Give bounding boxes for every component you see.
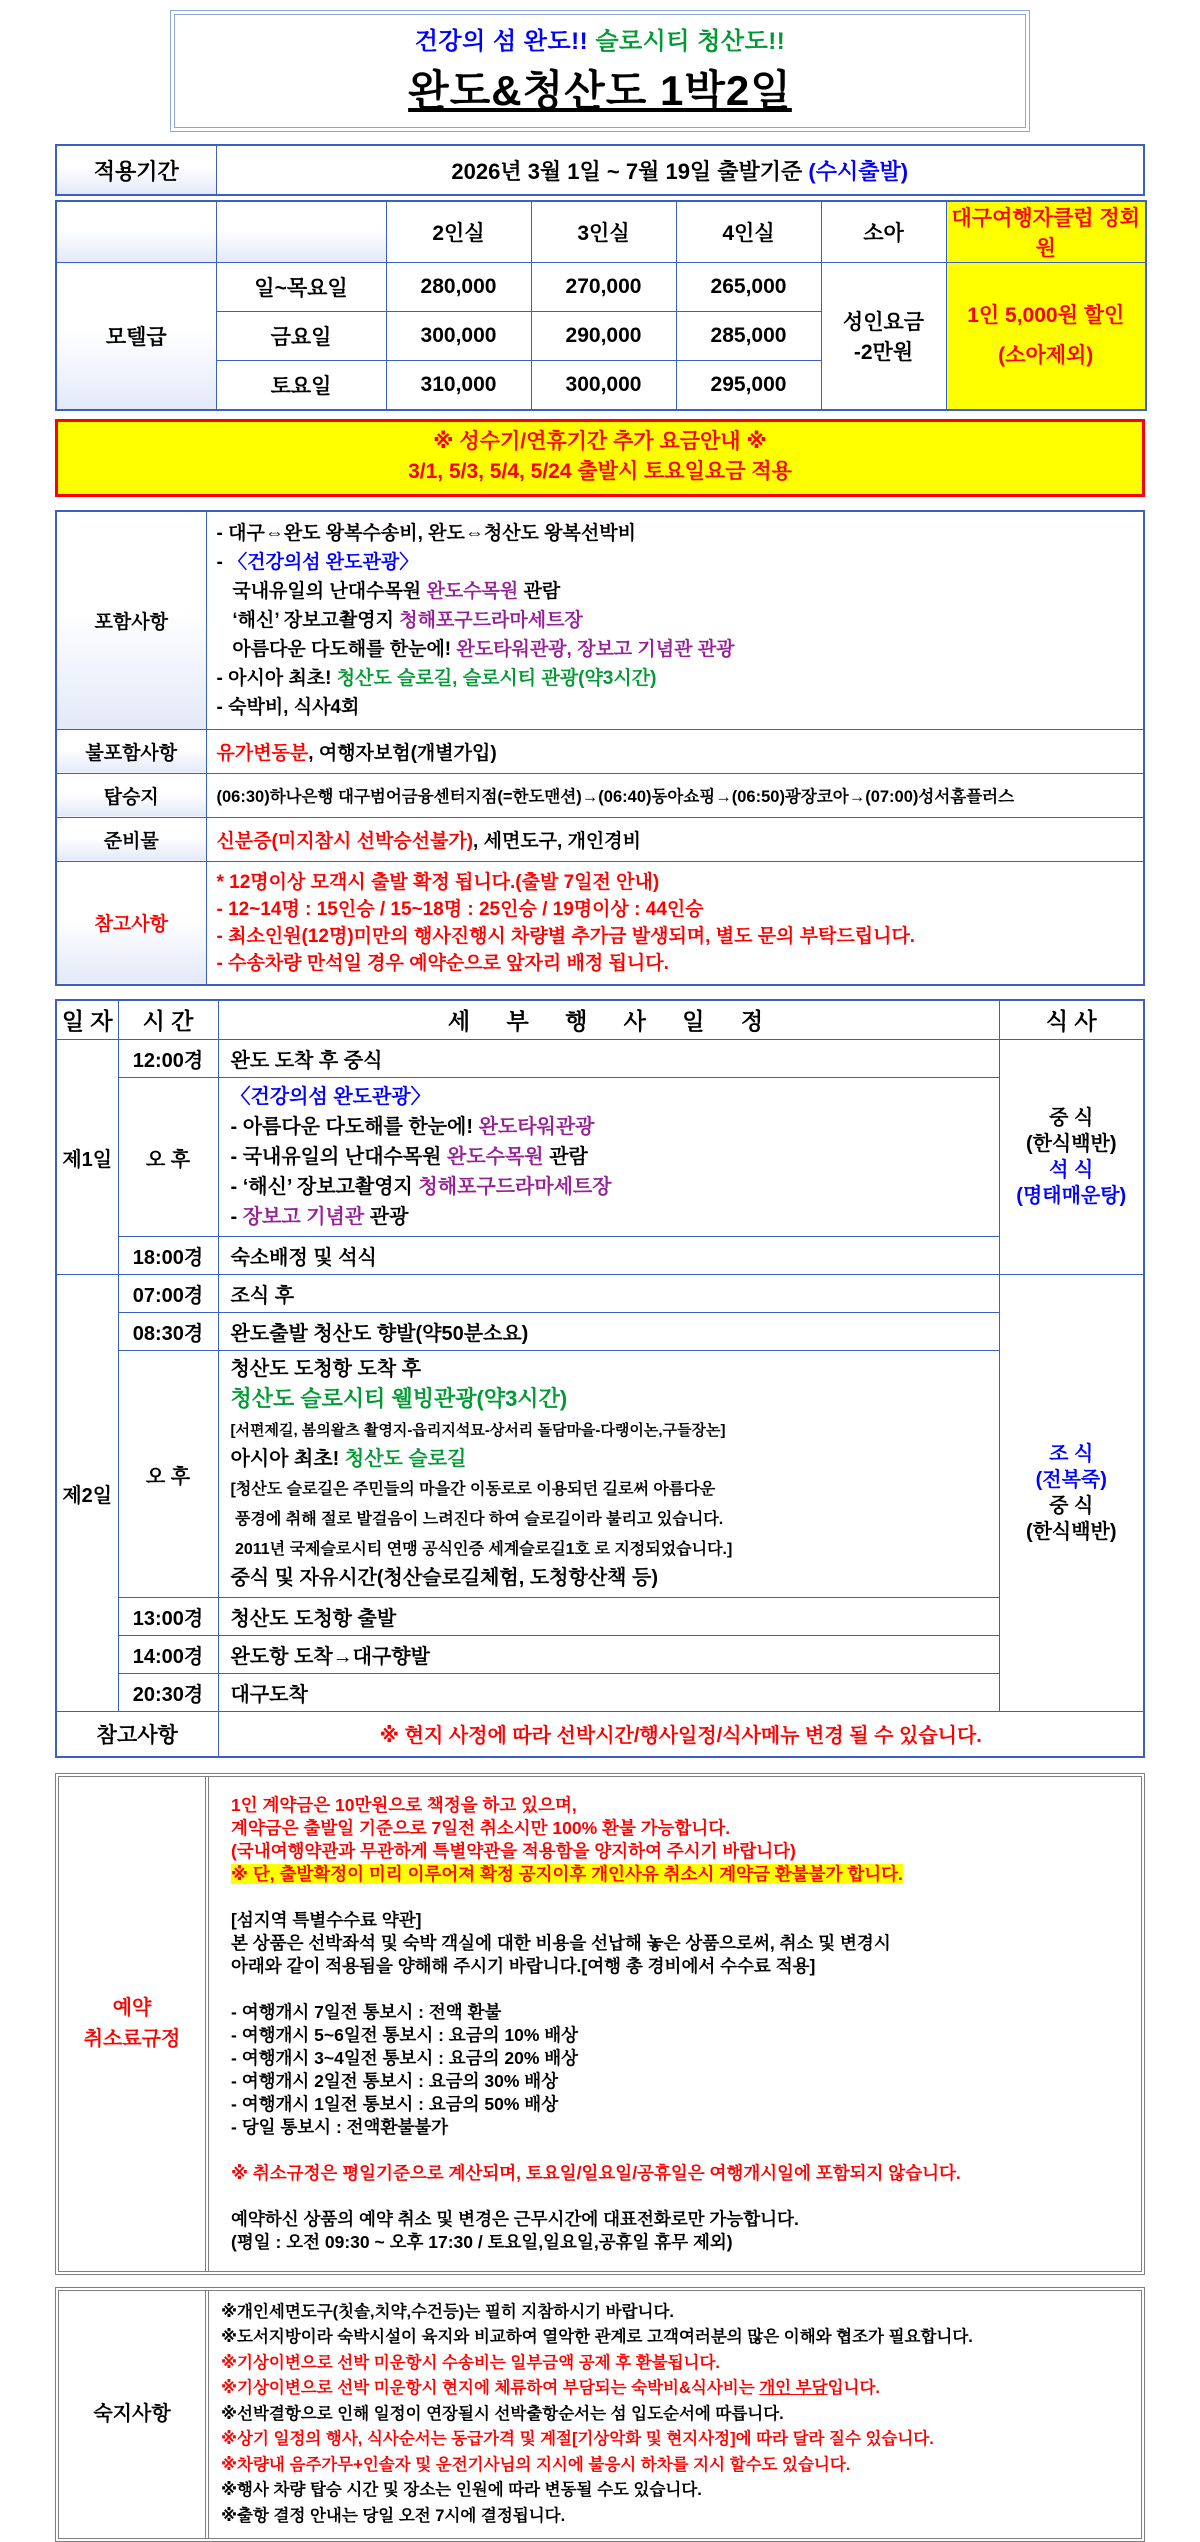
day2-row2 <box>56 1313 1144 1351</box>
note-row <box>56 861 1144 985</box>
include-row <box>56 511 1144 730</box>
day1-row2 <box>56 1078 1144 1237</box>
cancellation-label-line1: 예약 <box>113 1993 152 2024</box>
include-content: - 대구⇔완도 왕복수송비, 완도⇔청산도 왕복선박비 - 〈건강의섬 완도관광〉 국내유일의 난대수목원 완도수목원 관람 ‘해신’ 장보고촬영지 청해포구드라마세트장 아름다운 다도해를 한눈에! 완도타워관광, 장보고 기념관 관광 - 아시아 최초! 청산도 슬로길, 슬로시티 관광(약3시간) - 숙박비, 식사4회 <box>206 511 1144 730</box>
title-main: 완도&청산도 1박2일 <box>175 58 1025 118</box>
day2-meal-breakfast: 조 식 (전복죽) <box>1000 1441 1144 1493</box>
boarding-label: 탑승지 <box>56 773 206 817</box>
time-cell: 08:30경 <box>118 1313 218 1351</box>
price-cell: 280,000 <box>386 263 531 312</box>
header-time: 시 간 <box>118 1000 218 1040</box>
child-fare-cell: 성인요금 -2만원 <box>821 263 946 410</box>
blank-cell <box>56 201 216 263</box>
surcharge-line1: ※ 성수기/연휴기간 추가 요금안내 ※ <box>58 427 1142 457</box>
price-cell: 285,000 <box>676 312 821 361</box>
price-row-weekday <box>56 263 1146 312</box>
activity-cell: 대구도착 <box>218 1674 999 1712</box>
include-label: 포함사항 <box>56 511 206 730</box>
notice-box <box>55 2287 1145 2542</box>
price-cell: 265,000 <box>676 263 821 312</box>
member-benefit-cell: 1인 5,000원 할인 (소아제외) <box>946 263 1146 410</box>
activity-cell: 숙소배정 및 석식 <box>218 1237 999 1275</box>
col-header-4room: 4인실 <box>676 201 821 263</box>
time-cell: 20:30경 <box>118 1674 218 1712</box>
itinerary-header-row <box>56 1000 1144 1040</box>
activity-cell: 완도출발 청산도 향발(약50분소요) <box>218 1313 999 1351</box>
boarding-content: (06:30)하나은행 대구범어금융센터지점(=한도맨션)→(06:40)동아쇼핑→(06:50)광장코아→(07:00)성서홈플러스 <box>206 773 1144 817</box>
time-cell: 12:00경 <box>118 1040 218 1078</box>
prepare-label: 준비물 <box>56 817 206 861</box>
period-label: 적용기간 <box>56 145 216 195</box>
cancellation-box <box>55 1773 1145 2275</box>
boarding-row <box>56 773 1144 817</box>
day2-label: 제2일 <box>56 1275 118 1712</box>
cancellation-content: 1인 계약금은 10만원으로 책정을 하고 있으며, 계약금은 출발일 기준으로 7일전 취소시만 100% 환불 가능합니다. (국내여행약관과 무관하게 특별약관을 적용함을 양지하여 주시기 바랍니다) ※ 단, 출발확정이 미리 이루어져 확정 공지이후 개인사유 취소시 계약금 환불불가 합니다. [섬지역 특별수수료 약관] 본 상품은 선박좌석 및 숙박 객실에 대한 비용을 선납해 놓은 상품으로써, 취소 및 변경시 아래와 같이 적용됨을 양해해 주시기 바랍니다.[여행 총 경비에서 수수료 적용] - 여행개시 7일전 통보시 : 전액 환불 - 여행개시 5~6일전 통보시 : 요금의 10% 배상 - 여행개시 3~4일전 통보시 : 요금의 20% 배상 - 여행개시 2일전 통보시 : 요금의 30% 배상 - 여행개시 1일전 통보시 : 요금의 50% 배상 - 당일 통보시 : 전액환불불가 ※ 취소규정은 평일기준으로 계산되며, 토요일/일요일/공휴일은 여행개시일에 포함되지 않습니다. 예약하신 상품의 예약 취소 및 변경은 근무시간에 대표전화로만 가능합니다. (평일 : 오전 09:30 ~ 오후 17:30 / 토요일,일요일,공휴일 휴무 제외) <box>209 1777 1141 2271</box>
notice-content: ※개인세면도구(칫솔,치약,수건등)는 필히 지참하시기 바랍니다. ※도서지방이라 숙박시설이 육지와 비교하여 열악한 관계로 고객여러분의 많은 이해와 협조가 필요합니다. ※기상이변으로 선박 미운항시 수송비는 일부금액 공제 후 환불됩니다. ※기상이변으로 선박 미운항시 현지에 체류하여 부담되는 숙박비&식사비는 개인 부담입니다. ※선박결항으로 인해 일정이 연장될시 선박출항순서는 섬 입도순서에 따릅니다. ※상기 일정의 행사, 식사순서는 동급가격 및 계절[기상악화 및 현지사정]에 따라 달라 질수 있습니다. ※차량내 음주가무+인솔자 및 운전기사님의 지시에 불응시 하차를 지시 할수도 있습니다. ※행사 차량 탑승 시간 및 장소는 인원에 따라 변동될 수도 있습니다. ※출항 결정 안내는 당일 오전 7시에 결정됩니다. <box>209 2291 1141 2539</box>
title-box <box>170 10 1030 132</box>
day2-row4 <box>56 1598 1144 1636</box>
col-header-child: 소아 <box>821 201 946 263</box>
blank-cell <box>216 201 386 263</box>
prepare-content: 신분증(미지참시 선박승선불가), 세면도구, 개인경비 <box>206 817 1144 861</box>
price-cell: 295,000 <box>676 361 821 410</box>
price-header-row <box>56 201 1146 263</box>
surcharge-line2: 3/1, 5/3, 5/4, 5/24 출발시 토요일요금 적용 <box>58 457 1142 487</box>
day1-row3 <box>56 1237 1144 1275</box>
time-cell: 오 후 <box>118 1351 218 1598</box>
time-cell: 07:00경 <box>118 1275 218 1313</box>
activity-cell: 조식 후 <box>218 1275 999 1313</box>
exclude-content: 유가변동분, 여행자보험(개별가입) <box>206 729 1144 773</box>
notice-label: 숙지사항 <box>59 2291 209 2539</box>
grade-label: 모텔급 <box>56 263 216 410</box>
day2-meal-lunch: 중 식 (한식백반) <box>1000 1493 1144 1545</box>
day2-row6 <box>56 1674 1144 1712</box>
prepare-row <box>56 817 1144 861</box>
time-cell: 18:00경 <box>118 1237 218 1275</box>
day-cell: 일~목요일 <box>216 263 386 312</box>
price-cell: 270,000 <box>531 263 676 312</box>
activity-cell: 청산도 도청항 도착 후 청산도 슬로시티 웰빙관광(약3시간) [서편제길, 봄의왈츠 촬영지-읍리지석묘-상서리 돌담마을-다랭이논,구들장논] 아시아 최초! 청산도 슬로길 [청산도 슬로길은 주민들의 마을간 이동로로 이용되던 길로써 아름다운 풍경에 취해 절로 발걸음이 느려진다 하여 슬로길이라 불리고 있습니다. 2011년 국제슬로시티 연맹 공식인증 세계슬로길1호 로 지정되었습니다.] 중식 및 자유시간(청산슬로길체험, 도청항산책 등) <box>218 1351 999 1598</box>
activity-cell: 〈건강의섬 완도관광〉 - 아름다운 다도해를 한눈에! 완도타워관광 - 국내유일의 난대수목원 완도수목원 관람 - ‘해신’ 장보고촬영지 청해포구드라마세트장 - 장보고 기념관 관광 <box>218 1078 999 1237</box>
header-date: 일 자 <box>56 1000 118 1040</box>
col-header-2room: 2인실 <box>386 201 531 263</box>
day1-meal-cell <box>999 1040 1144 1275</box>
period-value: 2026년 3월 1일 ~ 7월 19일 출발기준 (수시출발) <box>216 145 1144 195</box>
activity-cell: 완도 도착 후 중식 <box>218 1040 999 1078</box>
note-content: * 12명이상 모객시 출발 확정 됩니다.(출발 7일전 안내) - 12~14명 : 15인승 / 15~18명 : 25인승 / 19명이상 : 44인승 - 최소인원(12명)미만의 행사진행시 차량별 추가금 발생되며, 별도 문의 부탁드립니다. - 수송차량 만석일 경우 예약순으로 앞자리 배정 됩니다. <box>206 861 1144 985</box>
day2-meal-cell <box>999 1275 1144 1712</box>
price-cell: 300,000 <box>386 312 531 361</box>
time-cell: 오 후 <box>118 1078 218 1237</box>
price-cell: 310,000 <box>386 361 531 410</box>
exclude-row <box>56 729 1144 773</box>
price-period-table <box>55 144 1145 196</box>
itinerary-footer-text: ※ 현지 사정에 따라 선박시간/행사일정/식사메뉴 변경 될 수 있습니다. <box>218 1712 1144 1757</box>
note-label: 참고사항 <box>56 861 206 985</box>
day-cell: 금요일 <box>216 312 386 361</box>
itinerary-footer-label: 참고사항 <box>56 1712 218 1757</box>
col-header-3room: 3인실 <box>531 201 676 263</box>
price-cell: 290,000 <box>531 312 676 361</box>
itinerary-table <box>55 999 1145 1758</box>
time-cell: 14:00경 <box>118 1636 218 1674</box>
day1-row1 <box>56 1040 1144 1078</box>
exclude-label: 불포함사항 <box>56 729 206 773</box>
activity-cell: 청산도 도청항 출발 <box>218 1598 999 1636</box>
itinerary-footer-row <box>56 1712 1144 1757</box>
header-schedule: 세 부 행 사 일 정 <box>218 1000 999 1040</box>
col-header-member: 대구여행자클럽 정회원 <box>946 201 1146 263</box>
day-cell: 토요일 <box>216 361 386 410</box>
day1-label: 제1일 <box>56 1040 118 1275</box>
day2-row1 <box>56 1275 1144 1313</box>
cancellation-label-line2: 취소료규정 <box>84 2024 181 2055</box>
day1-meal-dinner: 석 식 (명태매운탕) <box>1000 1157 1144 1209</box>
info-table <box>55 510 1145 986</box>
title-subtitle: 건강의 섬 완도!! 슬로시티 청산도!! <box>175 21 1025 56</box>
flyer-page <box>55 0 1145 2542</box>
header-meal: 식 사 <box>999 1000 1144 1040</box>
day2-row3 <box>56 1351 1144 1598</box>
price-table <box>55 200 1147 411</box>
table-row <box>56 145 1144 195</box>
surcharge-notice <box>55 419 1145 497</box>
price-cell: 300,000 <box>531 361 676 410</box>
cancellation-label <box>59 1777 209 2271</box>
title-inner <box>174 14 1026 128</box>
time-cell: 13:00경 <box>118 1598 218 1636</box>
day1-meal-lunch: 중 식 (한식백반) <box>1000 1105 1144 1157</box>
activity-cell: 완도항 도착→대구향발 <box>218 1636 999 1674</box>
day2-row5 <box>56 1636 1144 1674</box>
